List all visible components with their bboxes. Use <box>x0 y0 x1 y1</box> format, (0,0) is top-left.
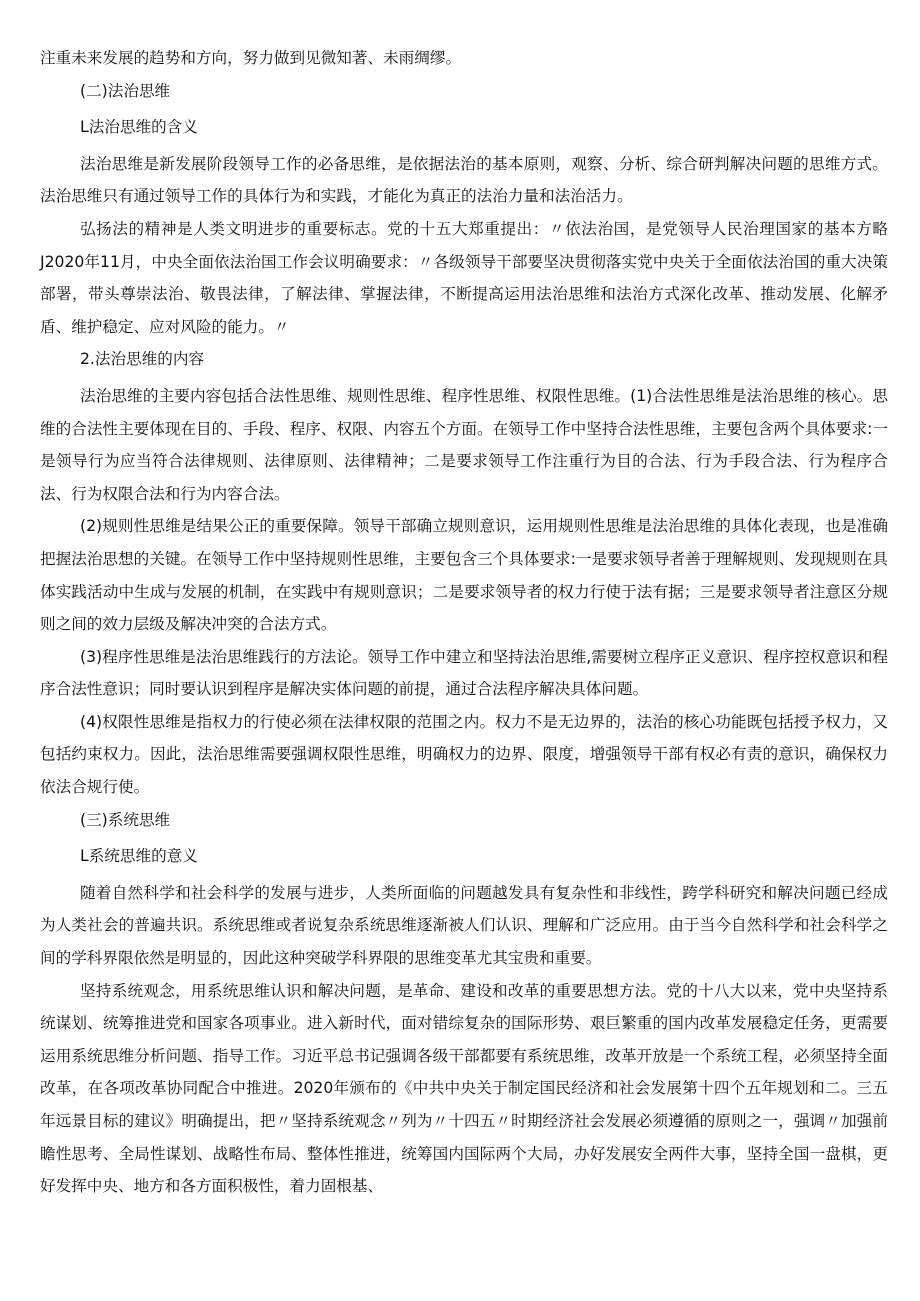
paragraph-rule-of-law-spirit: 弘扬法的精神是人类文明进步的重要标志。党的十五大郑重提出：〃依法治国，是党领导人民治理国家的基本方略J2020年11月，中央全面依法治国工作会议明确要求：〃各级领导干部要坚决贯彻落实党中央关于全面依法治国的重大决策部署，带头尊崇法治、敬畏法律，了解法律、掌握法律，不断提高运用法治思维和法治方式深化改革、推动发展、化解矛盾、维护稳定、应对风险的能力。〃 <box>40 219 888 336</box>
paragraph-rule-thinking: (2)规则性思维是结果公正的重要保障。领导干部确立规则意识，运用规则性思维是法治思维的具体化表现，也是准确把握法治思想的关键。在领导工作中坚持规则性思维，主要包含三个具体要求:一是要求领导者善于理解规则、发现规则在具体实践活动中生成与发展的机制，在实践中有规则意识；二是要求领导者的权力行使于法有据；三是要求领导者注意区分规则之间的效力层级及解决冲突的合法方式。 <box>40 517 888 634</box>
paragraph-continuation: 注重未来发展的趋势和方向，努力做到见微知著、未雨绸缪。 <box>40 49 462 67</box>
subheading-rule-of-law-content: 2.法治思维的内容 <box>80 350 205 369</box>
section-heading-systems-thinking: (三)系统思维 <box>80 810 171 829</box>
paragraph-procedure-thinking: (3)程序性思维是法治思维践行的方法论。领导工作中建立和坚持法治思维,需要树立程序正义意识、程序控权意识和程序合法性意识；同时要认识到程序是解决实体问题的前提，通过合法程序解决具体问题。 <box>40 647 888 699</box>
subheading-systems-thinking-significance: L系统思维的意义 <box>80 847 198 866</box>
section-heading-rule-of-law: (二)法治思维 <box>80 81 171 100</box>
paragraph-rule-of-law-definition: 法治思维是新发展阶段领导工作的必备思维，是依据法治的基本原则，观察、分析、综合研判解决问题的思维方式。法治思维只有通过领导工作的具体行为和实践，才能化为真正的法治力量和法治活力。 <box>40 154 888 206</box>
document-page <box>40 42 888 1203</box>
paragraph-legality-thinking: 法治思维的主要内容包括合法性思维、规则性思维、程序性思维、权限性思维。(1)合法性思维是法治思维的核心。思维的合法性主要体现在目的、手段、程序、权限、内容五个方面。在领导工作中坚持合法性思维，主要包含两个具体要求:一是领导行为应当符合法律规则、法律原则、法律精神；二是要求领导工作注重行为目的合法、行为手段合法、行为程序合法、行为权限合法和行为内容合法。 <box>40 386 888 503</box>
paragraph-systems-concept: 坚持系统观念，用系统思维认识和解决问题，是革命、建设和改革的重要思想方法。党的十八大以来，党中央坚持系统谋划、统筹推进党和国家各项事业。进入新时代，面对错综复杂的国际形势、艰巨繁重的国内改革发展稳定任务，更需要运用系统思维分析问题、指导工作。习近平总书记强调各级干部都要有系统思维，改革开放是一个系统工程，必须坚持全面改革，在各项改革协同配合中推进。2020年颁布的《中共中央关于制定国民经济和社会发展第十四个五年规划和二。三五年远景目标的建议》明确提出，把〃坚持系统观念〃列为〃十四五〃时期经济社会发展必须遵循的原则之一，强调〃加强前瞻性思考、全局性谋划、战略性布局、整体性推进，统筹国内国际两个大局，办好发展安全两件大事，坚持全国一盘棋，更好发挥中央、地方和各方面积极性，着力固根基、 <box>40 981 888 1196</box>
subheading-rule-of-law-meaning: L法治思维的含义 <box>80 118 198 137</box>
paragraph-systems-thinking-background: 随着自然科学和社会科学的发展与进步，人类所面临的问题越发具有复杂性和非线性，跨学科研究和解决问题已经成为人类社会的普遍共识。系统思维或者说复杂系统思维逐渐被人们认识、理解和广泛应用。由于当今自然科学和社会科学之间的学科界限依然是明显的，因此这种突破学科界限的思维变革尤其宝贵和重要。 <box>40 883 888 968</box>
paragraph-authority-thinking: (4)权限性思维是指权力的行使必须在法律权限的范围之内。权力不是无边界的，法治的核心功能既包括授予权力，又包括约束权力。因此，法治思维需要强调权限性思维，明确权力的边界、限度，增强领导干部有权必有责的意识，确保权力依法合规行使。 <box>40 712 888 797</box>
